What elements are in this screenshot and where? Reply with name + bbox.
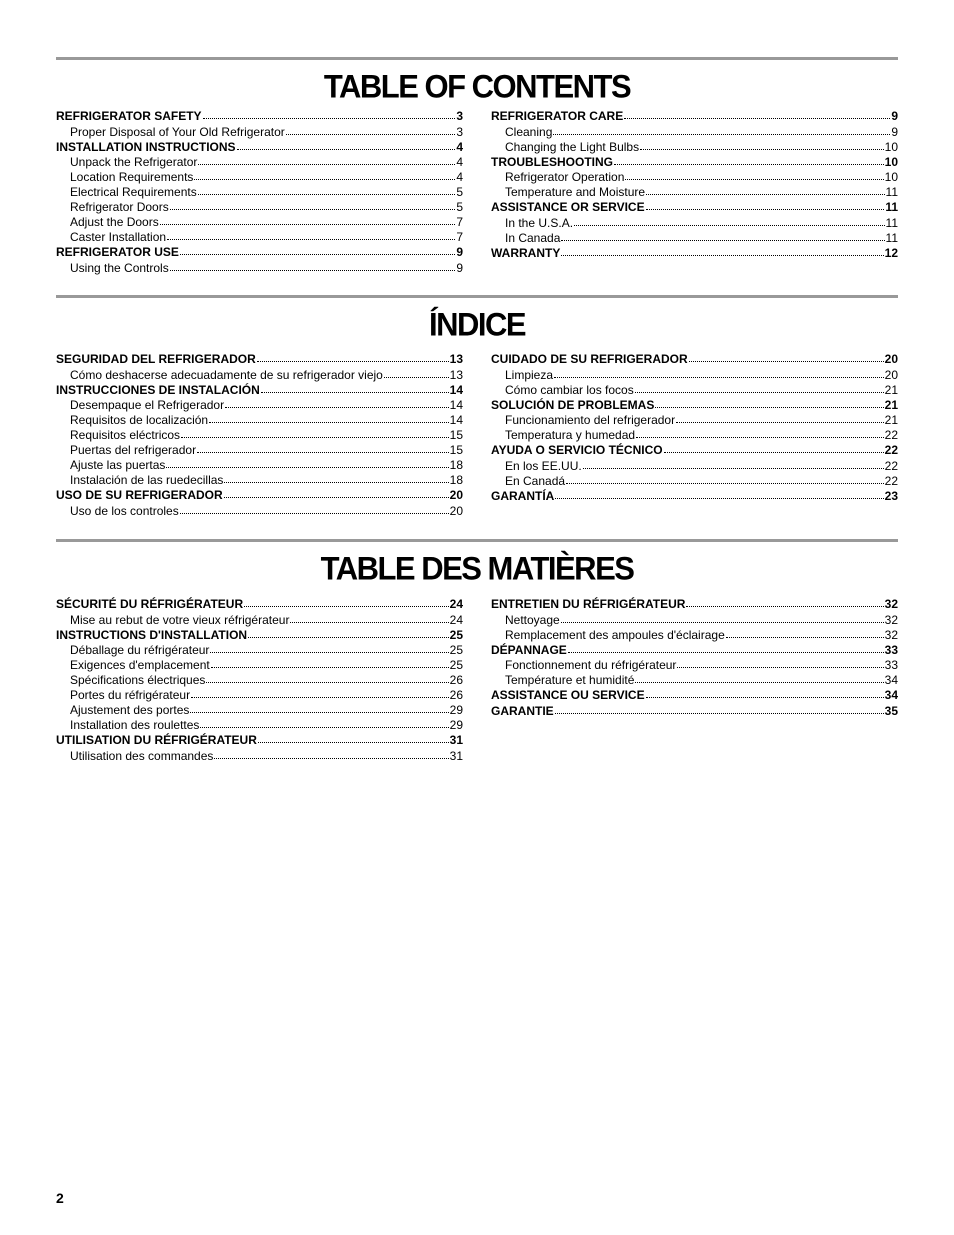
toc-entry-page: 11 bbox=[885, 230, 898, 245]
toc-entry-title: REFRIGERATOR USE bbox=[56, 245, 179, 259]
toc-subsection-link[interactable] bbox=[56, 443, 463, 458]
dot-leader bbox=[561, 231, 884, 241]
dot-leader bbox=[624, 109, 890, 119]
toc-chapter-link[interactable] bbox=[56, 597, 463, 613]
toc-entry-title: Cómo cambiar los focos bbox=[505, 382, 634, 397]
dot-leader bbox=[664, 443, 884, 453]
toc-entry-page: 9 bbox=[456, 260, 463, 275]
toc-entry-page: 18 bbox=[449, 458, 463, 472]
toc-entry-page: 11 bbox=[885, 185, 898, 199]
toc-entry-page: 29 bbox=[449, 718, 463, 732]
toc-entry-title: AYUDA O SERVICIO TÉCNICO bbox=[491, 443, 663, 457]
dot-leader bbox=[561, 613, 884, 623]
toc-subsection-link[interactable] bbox=[56, 749, 463, 764]
toc-entry-title: En los EE.UU. bbox=[505, 458, 582, 473]
dot-leader bbox=[190, 703, 448, 713]
toc-entry-page: 24 bbox=[449, 612, 463, 627]
toc-entry-title: Instalación de las ruedecillas bbox=[70, 473, 224, 487]
dot-leader bbox=[237, 140, 456, 150]
toc-subsection-link[interactable] bbox=[491, 613, 898, 628]
toc-entry-title: Uso de los controles bbox=[70, 503, 179, 518]
dot-leader bbox=[244, 597, 449, 607]
dot-leader bbox=[646, 200, 885, 210]
toc-subsection-link[interactable] bbox=[56, 230, 463, 245]
toc-left-column bbox=[56, 109, 463, 276]
toc-chapter-link[interactable] bbox=[56, 628, 463, 644]
dot-leader bbox=[286, 125, 456, 135]
toc-entry-title: Cómo deshacerse adecuadamente de su refrigerador viejo bbox=[70, 367, 383, 382]
dot-leader bbox=[635, 383, 884, 393]
toc-chapter-link[interactable] bbox=[491, 443, 898, 459]
dot-leader bbox=[224, 488, 449, 498]
toc-chapter-link[interactable] bbox=[56, 109, 463, 125]
toc-subsection-link[interactable] bbox=[56, 504, 463, 519]
toc-subsection-link[interactable] bbox=[56, 428, 463, 443]
dot-leader bbox=[209, 413, 449, 423]
toc-entry-title: Nettoyage bbox=[505, 612, 560, 627]
dot-leader bbox=[257, 352, 449, 362]
dot-leader bbox=[180, 504, 449, 514]
toc-entry-page: 3 bbox=[456, 109, 463, 123]
toc-entry-page: 18 bbox=[449, 473, 463, 487]
toc-entry-title: UTILISATION DU RÉFRIGÉRATEUR bbox=[56, 733, 257, 747]
toc-subsection-link[interactable] bbox=[56, 185, 463, 200]
dot-leader bbox=[170, 200, 456, 210]
toc-entry-title: Refrigerator Doors bbox=[70, 200, 169, 214]
toc-subsection-link[interactable] bbox=[56, 368, 463, 383]
dot-leader bbox=[384, 368, 449, 378]
toc-entry-page: 11 bbox=[885, 200, 898, 214]
toc-english-section bbox=[56, 57, 898, 275]
toc-entry-page: 34 bbox=[884, 673, 898, 687]
toc-entry-title: ENTRETIEN DU RÉFRIGÉRATEUR bbox=[491, 597, 686, 611]
toc-entry-page: 25 bbox=[449, 658, 463, 672]
dot-leader bbox=[214, 749, 448, 759]
dot-leader bbox=[210, 643, 448, 653]
toc-chapter-link[interactable] bbox=[491, 155, 898, 171]
toc-entry-title: Déballage du réfrigérateur bbox=[70, 643, 210, 657]
toc-entry-title: En Canadá bbox=[505, 473, 566, 488]
toc-entry-page: 29 bbox=[449, 703, 463, 717]
toc-spanish-section bbox=[56, 295, 898, 518]
toc-entry-title: Caster Installation bbox=[70, 230, 167, 244]
toc-entry-title: Exigences d'emplacement bbox=[70, 658, 210, 672]
toc-entry-page: 10 bbox=[884, 170, 898, 184]
dot-leader bbox=[677, 658, 883, 668]
dot-leader bbox=[583, 459, 884, 469]
toc-entry-title: Portes du réfrigérateur bbox=[70, 688, 191, 702]
section-divider bbox=[56, 57, 898, 60]
toc-chapter-link[interactable] bbox=[491, 489, 898, 505]
toc-entry-title: INSTRUCTIONS D'INSTALLATION bbox=[56, 627, 248, 642]
toc-entry-page: 20 bbox=[884, 367, 898, 382]
toc-entry-title: SOLUCIÓN DE PROBLEMAS bbox=[491, 397, 655, 412]
toc-entry-page: 14 bbox=[449, 382, 463, 397]
toc-entry-title: Utilisation des commandes bbox=[70, 748, 214, 763]
dot-leader bbox=[194, 170, 455, 180]
toc-subsection-link[interactable] bbox=[56, 643, 463, 658]
dot-leader bbox=[180, 245, 455, 255]
toc-chapter-link[interactable] bbox=[491, 109, 898, 125]
dot-leader bbox=[206, 673, 448, 683]
dot-leader bbox=[197, 443, 449, 453]
toc-subsection-link[interactable] bbox=[56, 658, 463, 673]
toc-subsection-link[interactable] bbox=[491, 185, 898, 200]
dot-leader bbox=[614, 155, 884, 165]
dot-leader bbox=[555, 704, 884, 714]
toc-subsection-link[interactable] bbox=[56, 473, 463, 488]
section-divider bbox=[56, 295, 898, 298]
toc-entry-title: Puertas del refrigerador bbox=[70, 443, 197, 457]
toc-entry-title: REFRIGERATOR SAFETY bbox=[56, 109, 202, 123]
dot-leader bbox=[261, 383, 449, 393]
toc-entry-page: 26 bbox=[449, 673, 463, 687]
toc-subsection-link[interactable] bbox=[56, 215, 463, 230]
toc-subsection-link[interactable] bbox=[491, 383, 898, 398]
toc-entry-title: Ajustement des portes bbox=[70, 703, 190, 717]
toc-subsection-link[interactable] bbox=[491, 125, 898, 140]
toc-entry-page: 10 bbox=[884, 154, 898, 169]
toc-entry-title: Adjust the Doors bbox=[70, 215, 159, 229]
dot-leader bbox=[566, 474, 884, 484]
toc-entry-page: 14 bbox=[449, 398, 463, 412]
page-number: 2 bbox=[56, 1190, 64, 1206]
toc-entry-page: 4 bbox=[456, 155, 463, 169]
toc-entry-page: 4 bbox=[456, 170, 463, 184]
toc-entry-page: 22 bbox=[884, 428, 898, 442]
toc-entry-title: In Canada bbox=[505, 230, 561, 245]
toc-chapter-link[interactable] bbox=[491, 597, 898, 613]
toc-entry-title: Using the Controls bbox=[70, 260, 169, 275]
dot-leader bbox=[640, 140, 884, 150]
toc-entry-title: Location Requirements bbox=[70, 170, 194, 184]
toc-left-column bbox=[56, 352, 463, 519]
toc-entry-page: 5 bbox=[456, 200, 463, 214]
toc-chapter-link[interactable] bbox=[56, 245, 463, 261]
toc-subsection-link[interactable] bbox=[56, 718, 463, 733]
toc-chapter-link[interactable] bbox=[491, 704, 898, 720]
toc-entry-title: Funcionamiento del refrigerador bbox=[505, 413, 676, 427]
toc-subsection-link[interactable] bbox=[491, 459, 898, 474]
toc-entry-title: WARRANTY bbox=[491, 245, 561, 260]
toc-subsection-link[interactable] bbox=[56, 125, 463, 140]
toc-entry-title: Electrical Requirements bbox=[70, 185, 197, 199]
toc-entry-page: 33 bbox=[884, 658, 898, 672]
toc-subsection-link[interactable] bbox=[491, 368, 898, 383]
toc-entry-title: INSTALLATION INSTRUCTIONS bbox=[56, 139, 236, 154]
dot-leader bbox=[561, 246, 883, 256]
toc-subsection-link[interactable] bbox=[56, 398, 463, 413]
toc-entry-page: 4 bbox=[456, 139, 463, 154]
toc-entry-page: 31 bbox=[449, 733, 463, 747]
toc-subsection-link[interactable] bbox=[491, 658, 898, 673]
toc-entry-title: Temperatura y humedad bbox=[505, 428, 636, 442]
toc-entry-title: Mise au rebut de votre vieux réfrigérateur bbox=[70, 612, 290, 627]
dot-leader bbox=[686, 597, 883, 607]
dot-leader bbox=[181, 428, 449, 438]
toc-entry-title: ASSISTANCE OR SERVICE bbox=[491, 200, 645, 214]
toc-entry-title: Requisitos de localización bbox=[70, 413, 209, 427]
toc-entry-page: 23 bbox=[884, 488, 898, 503]
toc-chapter-link[interactable] bbox=[56, 488, 463, 504]
toc-subsection-link[interactable] bbox=[491, 216, 898, 231]
toc-entry-title: USO DE SU REFRIGERADOR bbox=[56, 488, 223, 502]
toc-entry-page: 22 bbox=[884, 458, 898, 473]
dot-leader bbox=[726, 628, 884, 638]
toc-entry-page: 9 bbox=[891, 124, 898, 139]
toc-entry-title: INSTRUCCIONES DE INSTALACIÓN bbox=[56, 382, 260, 397]
toc-entry-title: Temperature and Moisture bbox=[505, 185, 646, 199]
toc-entry-title: Changing the Light Bulbs bbox=[505, 139, 640, 154]
toc-french-section bbox=[56, 539, 898, 763]
toc-entry-page: 21 bbox=[884, 397, 898, 412]
toc-entry-page: 25 bbox=[449, 643, 463, 657]
toc-entry-page: 26 bbox=[449, 688, 463, 702]
toc-subsection-link[interactable] bbox=[56, 458, 463, 473]
toc-chapter-link[interactable] bbox=[491, 688, 898, 704]
toc-chapter-link[interactable] bbox=[491, 352, 898, 368]
toc-entry-page: 32 bbox=[884, 597, 898, 611]
dot-leader bbox=[568, 643, 884, 653]
toc-chapter-link[interactable] bbox=[56, 383, 463, 399]
toc-entry-page: 22 bbox=[884, 443, 898, 457]
toc-subsection-link[interactable] bbox=[56, 703, 463, 718]
dot-leader bbox=[248, 628, 449, 638]
toc-entry-page: 20 bbox=[449, 503, 463, 518]
toc-entry-page: 15 bbox=[449, 443, 463, 457]
dot-leader bbox=[160, 215, 456, 225]
toc-entry-title: In the U.S.A. bbox=[505, 215, 574, 230]
toc-entry-page: 33 bbox=[884, 642, 898, 657]
dot-leader bbox=[198, 185, 456, 195]
toc-entry-title: Desempaque el Refrigerador bbox=[70, 398, 225, 412]
toc-entry-page: 24 bbox=[449, 597, 463, 611]
toc-subsection-link[interactable] bbox=[56, 673, 463, 688]
toc-entry-title: Ajuste las puertas bbox=[70, 458, 166, 472]
toc-entry-title: GARANTÍA bbox=[491, 488, 555, 503]
dot-leader bbox=[553, 125, 890, 135]
toc-entry-title: Proper Disposal of Your Old Refrigerator bbox=[70, 124, 285, 139]
toc-entry-title: Requisitos eléctricos bbox=[70, 428, 181, 442]
toc-entry-page: 21 bbox=[884, 382, 898, 397]
toc-entry-title: ASSISTANCE OU SERVICE bbox=[491, 688, 645, 702]
dot-leader bbox=[225, 398, 449, 408]
toc-entry-title: GARANTIE bbox=[491, 703, 554, 718]
toc-subsection-link[interactable] bbox=[56, 613, 463, 628]
toc-subsection-link[interactable] bbox=[491, 628, 898, 643]
section-title: TABLE DES MATIÈRES bbox=[320, 550, 634, 587]
toc-entry-page: 7 bbox=[456, 215, 463, 229]
toc-entry-title: TROUBLESHOOTING bbox=[491, 154, 613, 169]
dot-leader bbox=[554, 368, 884, 378]
toc-entry-title: Unpack the Refrigerator bbox=[70, 155, 198, 169]
dot-leader bbox=[224, 473, 448, 483]
toc-subsection-link[interactable] bbox=[491, 231, 898, 246]
toc-chapter-link[interactable] bbox=[491, 643, 898, 659]
toc-entry-page: 25 bbox=[449, 627, 463, 642]
dot-leader bbox=[555, 489, 883, 499]
toc-entry-page: 9 bbox=[456, 245, 463, 259]
toc-entry-page: 21 bbox=[884, 413, 898, 427]
toc-entry-page: 35 bbox=[884, 703, 898, 718]
toc-entry-page: 3 bbox=[456, 124, 463, 139]
toc-subsection-link[interactable] bbox=[56, 155, 463, 170]
toc-entry-page: 31 bbox=[449, 748, 463, 763]
toc-entry-page: 13 bbox=[449, 352, 463, 366]
toc-right-column bbox=[491, 597, 898, 719]
dot-leader bbox=[170, 261, 456, 271]
section-divider bbox=[56, 539, 898, 542]
toc-chapter-link[interactable] bbox=[491, 398, 898, 414]
dot-leader bbox=[646, 185, 884, 195]
toc-entry-title: Installation des roulettes bbox=[70, 718, 200, 732]
toc-entry-page: 11 bbox=[885, 215, 898, 230]
toc-entry-title: Fonctionnement du réfrigérateur bbox=[505, 658, 677, 672]
toc-entry-page: 10 bbox=[884, 139, 898, 154]
toc-entry-page: 12 bbox=[884, 245, 898, 260]
toc-entry-page: 9 bbox=[891, 109, 898, 123]
toc-subsection-link[interactable] bbox=[56, 688, 463, 703]
toc-entry-page: 7 bbox=[456, 230, 463, 244]
dot-leader bbox=[676, 413, 884, 423]
dot-leader bbox=[211, 658, 449, 668]
toc-subsection-link[interactable] bbox=[491, 428, 898, 443]
toc-entry-title: Cleaning bbox=[505, 124, 553, 139]
section-title: TABLE OF CONTENTS bbox=[323, 68, 631, 105]
toc-entry-page: 20 bbox=[884, 352, 898, 366]
toc-subsection-link[interactable] bbox=[491, 474, 898, 489]
toc-entry-page: 34 bbox=[884, 688, 898, 702]
toc-entry-title: Remplacement des ampoules d'éclairage bbox=[505, 627, 725, 642]
toc-entry-title: SEGURIDAD DEL REFRIGERADOR bbox=[56, 352, 256, 366]
toc-chapter-link[interactable] bbox=[491, 246, 898, 262]
toc-subsection-link[interactable] bbox=[56, 261, 463, 276]
dot-leader bbox=[200, 718, 448, 728]
toc-entry-title: Refrigerator Operation bbox=[505, 170, 625, 184]
dot-leader bbox=[198, 155, 455, 165]
toc-subsection-link[interactable] bbox=[491, 140, 898, 155]
toc-subsection-link[interactable] bbox=[56, 170, 463, 185]
toc-chapter-link[interactable] bbox=[56, 733, 463, 749]
toc-entry-page: 14 bbox=[449, 413, 463, 427]
dot-leader bbox=[203, 109, 456, 119]
toc-entry-title: CUIDADO DE SU REFRIGERADOR bbox=[491, 352, 688, 366]
toc-entry-page: 20 bbox=[449, 488, 463, 502]
dot-leader bbox=[574, 216, 884, 226]
toc-right-column bbox=[491, 352, 898, 504]
toc-entry-page: 5 bbox=[456, 185, 463, 199]
toc-chapter-link[interactable] bbox=[56, 352, 463, 368]
toc-chapter-link[interactable] bbox=[491, 200, 898, 216]
section-title: ÍNDICE bbox=[428, 306, 526, 343]
toc-left-column bbox=[56, 597, 463, 764]
toc-entry-title: REFRIGERATOR CARE bbox=[491, 109, 624, 123]
toc-entry-page: 32 bbox=[884, 612, 898, 627]
toc-entry-title: Spécifications électriques bbox=[70, 673, 206, 687]
toc-entry-title: Température et humidité bbox=[505, 673, 635, 687]
toc-subsection-link[interactable] bbox=[56, 200, 463, 215]
dot-leader bbox=[625, 170, 883, 180]
toc-entry-title: Limpieza bbox=[505, 367, 554, 382]
toc-entry-page: 15 bbox=[449, 428, 463, 442]
toc-subsection-link[interactable] bbox=[491, 673, 898, 688]
dot-leader bbox=[635, 673, 883, 683]
dot-leader bbox=[646, 688, 884, 698]
dot-leader bbox=[636, 428, 884, 438]
toc-entry-page: 13 bbox=[449, 367, 463, 382]
dot-leader bbox=[290, 613, 448, 623]
dot-leader bbox=[258, 733, 449, 743]
dot-leader bbox=[655, 398, 883, 408]
toc-entry-title: DÉPANNAGE bbox=[491, 642, 567, 657]
toc-subsection-link[interactable] bbox=[491, 413, 898, 428]
toc-subsection-link[interactable] bbox=[56, 413, 463, 428]
toc-entry-page: 32 bbox=[884, 627, 898, 642]
toc-chapter-link[interactable] bbox=[56, 140, 463, 156]
toc-right-column bbox=[491, 109, 898, 261]
dot-leader bbox=[167, 230, 455, 240]
dot-leader bbox=[191, 688, 449, 698]
toc-entry-page: 22 bbox=[884, 473, 898, 488]
dot-leader bbox=[689, 352, 884, 362]
toc-entry-title: SÉCURITÉ DU RÉFRIGÉRATEUR bbox=[56, 597, 244, 611]
toc-subsection-link[interactable] bbox=[491, 170, 898, 185]
dot-leader bbox=[166, 458, 448, 468]
